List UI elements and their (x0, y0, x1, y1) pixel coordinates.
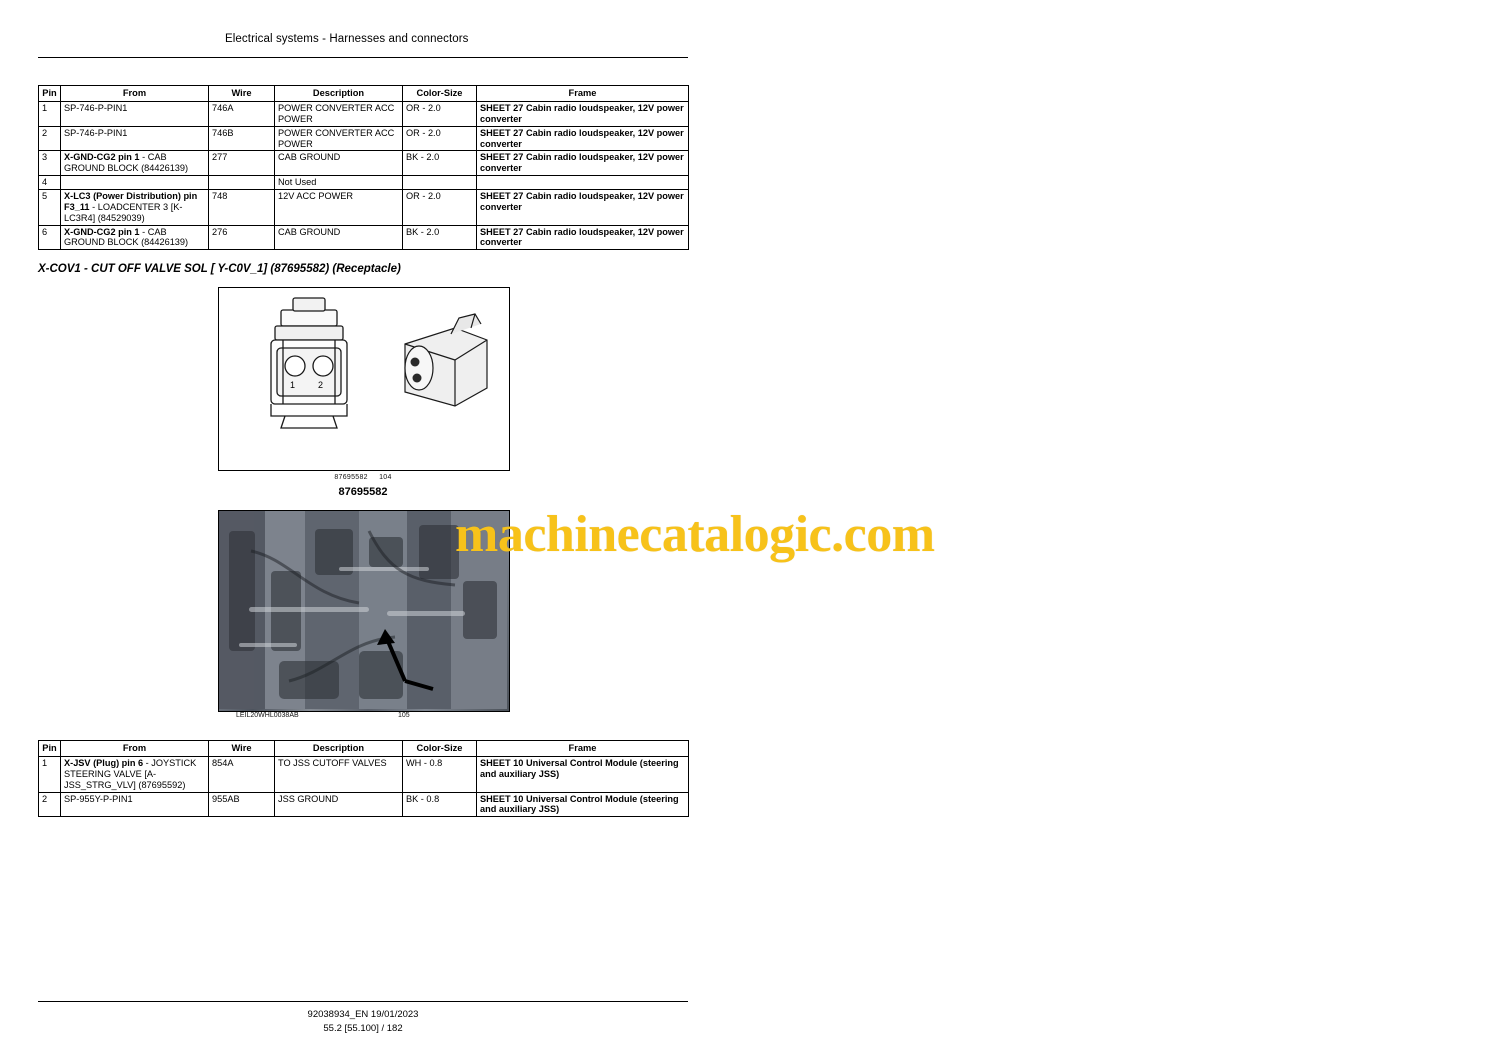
cell-wire: 748 (209, 189, 275, 225)
watermark: machinecatalogic.com (455, 506, 935, 563)
figure-1-code: 87695582 (334, 474, 368, 481)
table-header-row (39, 741, 689, 757)
col-color-size: Color-Size (403, 86, 477, 102)
pin-label-1: 1 (290, 380, 296, 390)
col-frame: Frame (477, 741, 689, 757)
wire-table-1 (38, 85, 689, 250)
cell-color-size: OR - 2.0 (403, 126, 477, 151)
connector-illustration (218, 287, 510, 471)
cell-color-size: BK - 2.0 (403, 151, 477, 176)
footer-divider-left (38, 1001, 688, 1002)
cell-from: X-LC3 (Power Distribution) pin F3_11 - LOADCENTER 3 [K-LC3R4] (84529039) (61, 189, 209, 225)
col-wire: Wire (209, 741, 275, 757)
pin-label-2: 2 (318, 380, 324, 390)
table-row (39, 792, 689, 817)
col-pin: Pin (39, 86, 61, 102)
cell-description: 12V ACC POWER (275, 189, 403, 225)
cell-from: SP-746-P-PIN1 (61, 101, 209, 126)
cell-pin: 2 (39, 792, 61, 817)
cell-description: POWER CONVERTER ACC POWER (275, 101, 403, 126)
cell-color-size: OR - 2.0 (403, 101, 477, 126)
footer-left (38, 1008, 688, 1036)
figure-1-caption (218, 474, 508, 481)
cell-color-size (403, 176, 477, 190)
cell-frame: SHEET 27 Cabin radio loudspeaker, 12V power converter (477, 151, 689, 176)
table-header-row (39, 86, 689, 102)
cell-pin: 1 (39, 101, 61, 126)
cell-frame: SHEET 27 Cabin radio loudspeaker, 12V power converter (477, 101, 689, 126)
table-row (39, 176, 689, 190)
cell-color-size: WH - 0.8 (403, 756, 477, 792)
cell-from: SP-746-P-PIN1 (61, 126, 209, 151)
cell-description: CAB GROUND (275, 151, 403, 176)
cell-from: X-GND-CG2 pin 1 - CAB GROUND BLOCK (84426139) (61, 151, 209, 176)
figure-2-index: 105 (398, 712, 410, 719)
cell-from: SP-955Y-P-PIN1 (61, 792, 209, 817)
cell-pin: 4 (39, 176, 61, 190)
cell-from (61, 176, 209, 190)
cell-wire (209, 176, 275, 190)
cell-description: POWER CONVERTER ACC POWER (275, 126, 403, 151)
cell-from: X-GND-CG2 pin 1 - CAB GROUND BLOCK (84426139) (61, 225, 209, 250)
table-row (39, 126, 689, 151)
cell-wire: 277 (209, 151, 275, 176)
cell-color-size: BK - 0.8 (403, 792, 477, 817)
cell-wire: 854A (209, 756, 275, 792)
col-from: From (61, 86, 209, 102)
cell-wire: 955AB (209, 792, 275, 817)
cell-frame: SHEET 27 Cabin radio loudspeaker, 12V power converter (477, 189, 689, 225)
cell-description: TO JSS CUTOFF VALVES (275, 756, 403, 792)
table-row (39, 225, 689, 250)
col-wire: Wire (209, 86, 275, 102)
cell-wire: 746B (209, 126, 275, 151)
col-description: Description (275, 741, 403, 757)
page-header: Electrical systems - Harnesses and connectors (225, 33, 469, 45)
col-color-size: Color-Size (403, 741, 477, 757)
cell-frame: SHEET 10 Universal Control Module (steering and auxiliary JSS) (477, 756, 689, 792)
figure-1-index: 104 (379, 474, 392, 481)
footer-page-ref: 55.2 [55.100] / 182 (323, 1023, 403, 1035)
table-row (39, 151, 689, 176)
cell-color-size: OR - 2.0 (403, 189, 477, 225)
cell-pin: 1 (39, 756, 61, 792)
cell-description: JSS GROUND (275, 792, 403, 817)
cell-pin: 5 (39, 189, 61, 225)
table-row (39, 189, 689, 225)
cell-pin: 6 (39, 225, 61, 250)
cell-frame (477, 176, 689, 190)
cell-frame: SHEET 27 Cabin radio loudspeaker, 12V power converter (477, 225, 689, 250)
cell-pin: 3 (39, 151, 61, 176)
cell-frame: SHEET 27 Cabin radio loudspeaker, 12V power converter (477, 126, 689, 151)
col-frame: Frame (477, 86, 689, 102)
figure-2-code: LEIL20WHL0038AB (236, 712, 299, 719)
cell-description: Not Used (275, 176, 403, 190)
connector-caption: X-COV1 - CUT OFF VALVE SOL [ Y-C0V_1] (87695582) (Receptacle) (38, 263, 401, 275)
connector-drawing (219, 288, 507, 468)
figure-1-partnumber: 87695582 (338, 486, 388, 498)
cell-wire: 746A (209, 101, 275, 126)
cell-from: X-JSV (Plug) pin 6 - JOYSTICK STEERING VALVE [A-JSS_STRG_VLV] (87695592) (61, 756, 209, 792)
header-divider (38, 57, 688, 58)
cell-pin: 2 (39, 126, 61, 151)
footer-doc-id: 92038934_EN 19/01/2023 (307, 1009, 419, 1021)
cell-wire: 276 (209, 225, 275, 250)
wire-table-2 (38, 740, 689, 817)
col-from: From (61, 741, 209, 757)
table-row (39, 756, 689, 792)
table-row (39, 101, 689, 126)
cell-color-size: BK - 2.0 (403, 225, 477, 250)
cell-description: CAB GROUND (275, 225, 403, 250)
col-description: Description (275, 86, 403, 102)
cell-frame: SHEET 10 Universal Control Module (steering and auxiliary JSS) (477, 792, 689, 817)
col-pin: Pin (39, 741, 61, 757)
